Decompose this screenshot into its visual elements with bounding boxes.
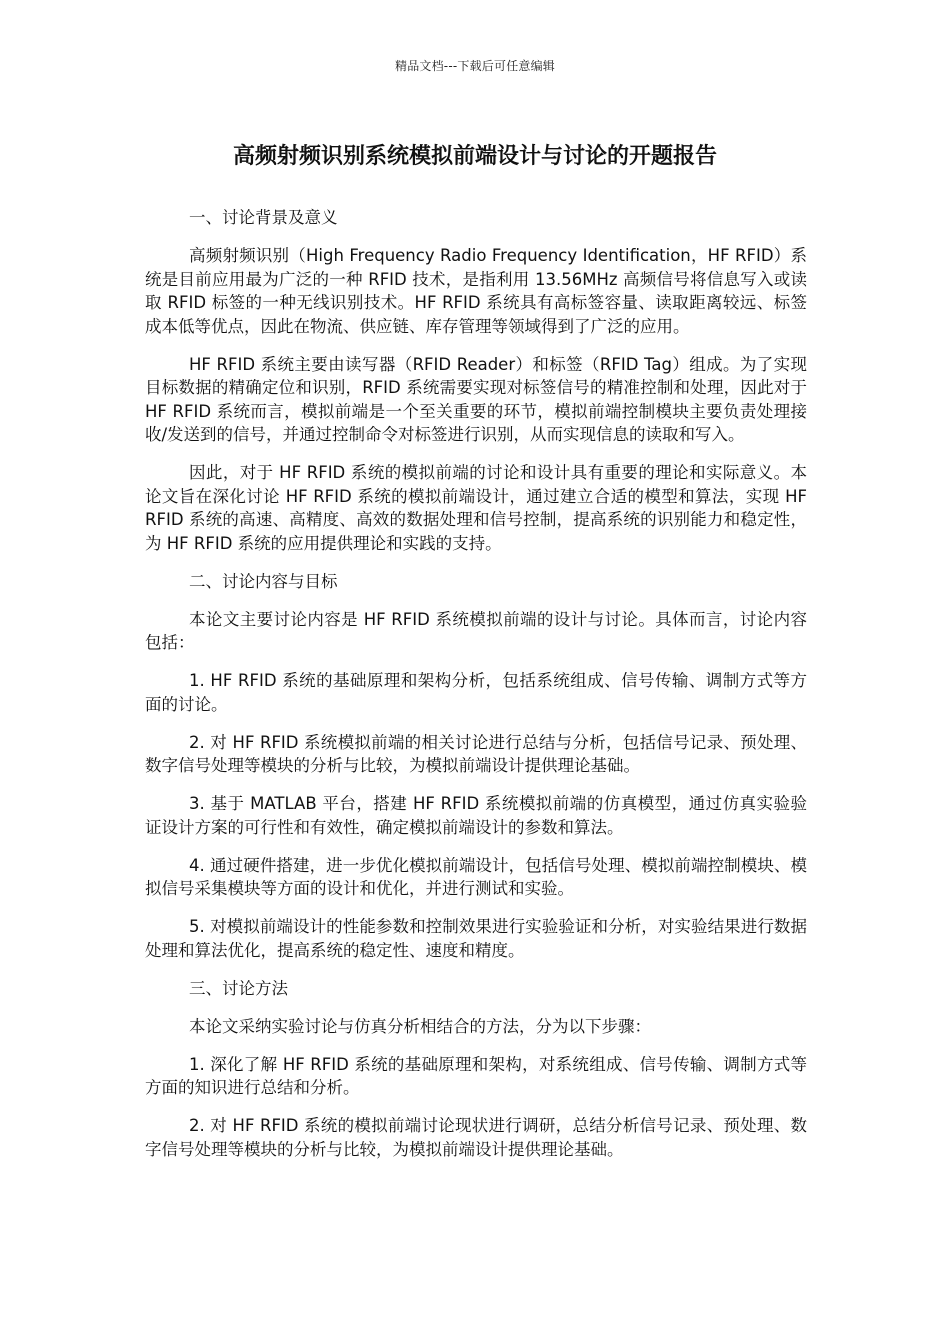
list-item: 4. 通过硬件搭建，进一步优化模拟前端设计，包括信号处理、模拟前端控制模块、模拟信号采集模块等方面的设计和优化，并进行测试和实验。 [145,855,807,898]
section-heading-methods: 三、讨论方法 [189,978,288,998]
paragraph: 因此，对于 HF RFID 系统的模拟前端的讨论和设计具有重要的理论和实际意义。本论文旨在深化讨论 HF RFID 系统的模拟前端设计，通过建立合适的模型和算法，实现 HF RFID 系统的高速、高精度、高效的数据处理和信号控制，提高系统的识别能力和稳定性，为 HF RFID 系统的应用提供理论和实践的支持。 [145,463,807,553]
list-item: 5. 对模拟前端设计的性能参数和控制效果进行实验验证和分析，对实验结果进行数据处理和算法优化，提高系统的稳定性、速度和精度。 [145,917,807,960]
paragraph: 高频射频识别（High Frequency Radio Frequency Identification，HF RFID）系统是目前应用最为广泛的一种 RFID 技术，是指利用 13.56MHz 高频信号将信息写入或读取 RFID 标签的一种无线识别技术。HF RFID 系统具有高标签容量、读取距离较远、标签成本低等优点，因此在物流、供应链、库存管理等领域得到了广泛的应用。 [145,246,807,336]
paragraph: 本论文主要讨论内容是 HF RFID 系统模拟前端的设计与讨论。具体而言，讨论内容包括： [145,609,807,652]
document-title: 高频射频识别系统模拟前端设计与讨论的开题报告 [232,144,717,169]
list-item: 2. 对 HF RFID 系统的模拟前端讨论现状进行调研，总结分析信号记录、预处理、数字信号处理等模块的分析与比较，为模拟前端设计提供理论基础。 [145,1116,807,1159]
list-item: 1. 深化了解 HF RFID 系统的基础原理和架构，对系统组成、信号传输、调制方式等方面的知识进行总结和分析。 [145,1054,807,1097]
paragraph: HF RFID 系统主要由读写器（RFID Reader）和标签（RFID Tag）组成。为了实现目标数据的精确定位和识别，RFID 系统需要实现对标签信号的精准控制和处理，因此对于 HF RFID 系统而言，模拟前端是一个至关重要的环节，模拟前端控制模块主要负责处理接收/发送到的信号，并通过控制命令对标签进行识别，从而实现信息的读取和写入。 [145,354,807,444]
list-item: 2. 对 HF RFID 系统模拟前端的相关讨论进行总结与分析，包括信号记录、预处理、数字信号处理等模块的分析与比较，为模拟前端设计提供理论基础。 [145,732,807,775]
section-heading-content-goals: 二、讨论内容与目标 [189,571,338,591]
document-body [145,206,807,1176]
list-item: 3. 基于 MATLAB 平台，搭建 HF RFID 系统模拟前端的仿真模型，通过仿真实验验证设计方案的可行性和有效性，确定模拟前端设计的参数和算法。 [145,794,807,837]
paragraph: 本论文采纳实验讨论与仿真分析相结合的方法，分为以下步骤： [189,1016,651,1036]
section-heading-background: 一、讨论背景及意义 [189,208,338,227]
list-item: 1. HF RFID 系统的基础原理和架构分析，包括系统组成、信号传输、调制方式等方面的讨论。 [145,671,807,714]
page-header-watermark: 精品文档---下载后可任意编辑 [395,59,555,73]
